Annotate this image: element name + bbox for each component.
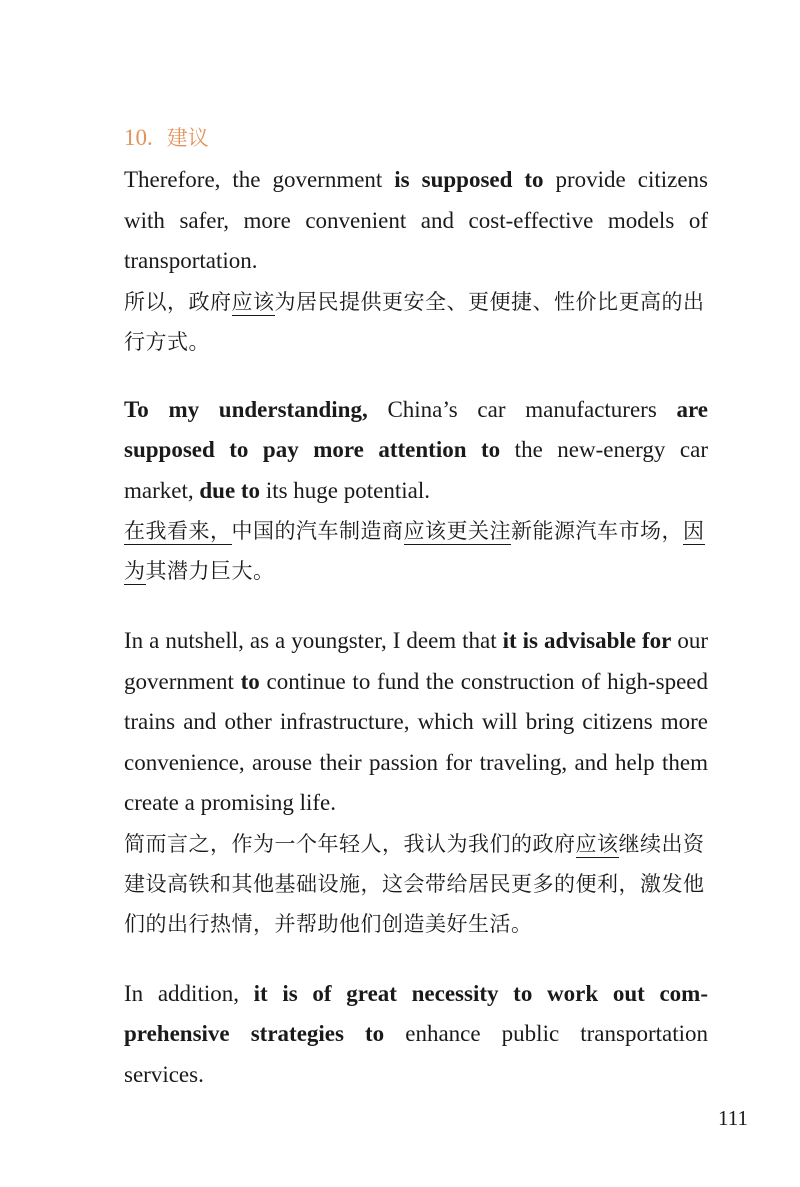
- text-run: continue to fund the construction of high-speed trains and other infrastructure, which will bring citizens more convenience, arouse their passion for traveling, and help them create a promising life.: [124, 668, 708, 815]
- text-run: 其潜力巨大。: [145, 559, 275, 583]
- key-phrase: To my understanding,: [124, 396, 368, 422]
- text-run: provide citizens with safer, more convenient and cost-effective models of transportation.: [124, 167, 708, 273]
- section-number: 10.: [124, 125, 153, 150]
- key-phrase: due to: [199, 477, 261, 503]
- english-sentence: [124, 390, 708, 512]
- text-run: 继续出资建设高铁和其他基础设施，这会带给居民更多的便利，激发他们的出行热情，并帮助他们创造美好生活。: [124, 831, 705, 936]
- key-phrase: it is of great necessity to work out com-prehensive strategies to: [124, 980, 708, 1046]
- text-run: In addition,: [124, 980, 254, 1006]
- key-phrase: is supposed to: [394, 167, 544, 192]
- key-phrase: it is advisable for: [502, 628, 672, 653]
- text-run: 中国的汽车制造商: [231, 519, 404, 543]
- text-run: China’s car manufacturers: [367, 396, 677, 422]
- paragraph-2: [124, 390, 708, 592]
- text-run: In a nutshell, as a youngster, I deem that: [124, 628, 503, 653]
- body-text: [124, 160, 708, 1095]
- text-run: enhance public transportation services.: [124, 1021, 708, 1087]
- text-run: 新能源汽车市场，: [511, 519, 683, 543]
- paragraph-4: [124, 974, 708, 1096]
- underlined-phrase: 应该: [575, 831, 619, 856]
- text-run: 所以，政府: [124, 289, 232, 314]
- chinese-translation: [124, 511, 708, 591]
- text-run: 简而言之，作为一个年轻人，我认为我们的政府: [124, 831, 576, 856]
- english-sentence: [124, 160, 708, 282]
- paragraph-3: [124, 621, 708, 944]
- section-heading: [124, 122, 209, 154]
- underlined-phrase: 应该更关注: [403, 519, 511, 543]
- text-run: the new-energy car market,: [124, 437, 708, 503]
- underlined-phrase: 在我看来，: [124, 519, 232, 543]
- text-run: 为居民提供更安全、更便捷、性价比更高的出行方式。: [124, 289, 705, 354]
- underlined-phrase: 因为: [124, 519, 705, 583]
- page-number: 111: [718, 1106, 748, 1130]
- section-title: 建议: [166, 126, 209, 150]
- chinese-translation: [124, 282, 708, 362]
- english-sentence: [124, 974, 708, 1096]
- text-run: our government: [124, 628, 708, 694]
- key-phrase: are supposed to pay more attention to: [124, 396, 708, 462]
- key-phrase: to: [240, 668, 260, 694]
- chinese-translation: [124, 824, 708, 944]
- text-run: Therefore, the government: [124, 167, 395, 192]
- paragraph-1: [124, 160, 708, 362]
- text-run: its huge potential.: [260, 477, 430, 503]
- underlined-phrase: 应该: [231, 289, 275, 314]
- english-sentence: [124, 621, 708, 824]
